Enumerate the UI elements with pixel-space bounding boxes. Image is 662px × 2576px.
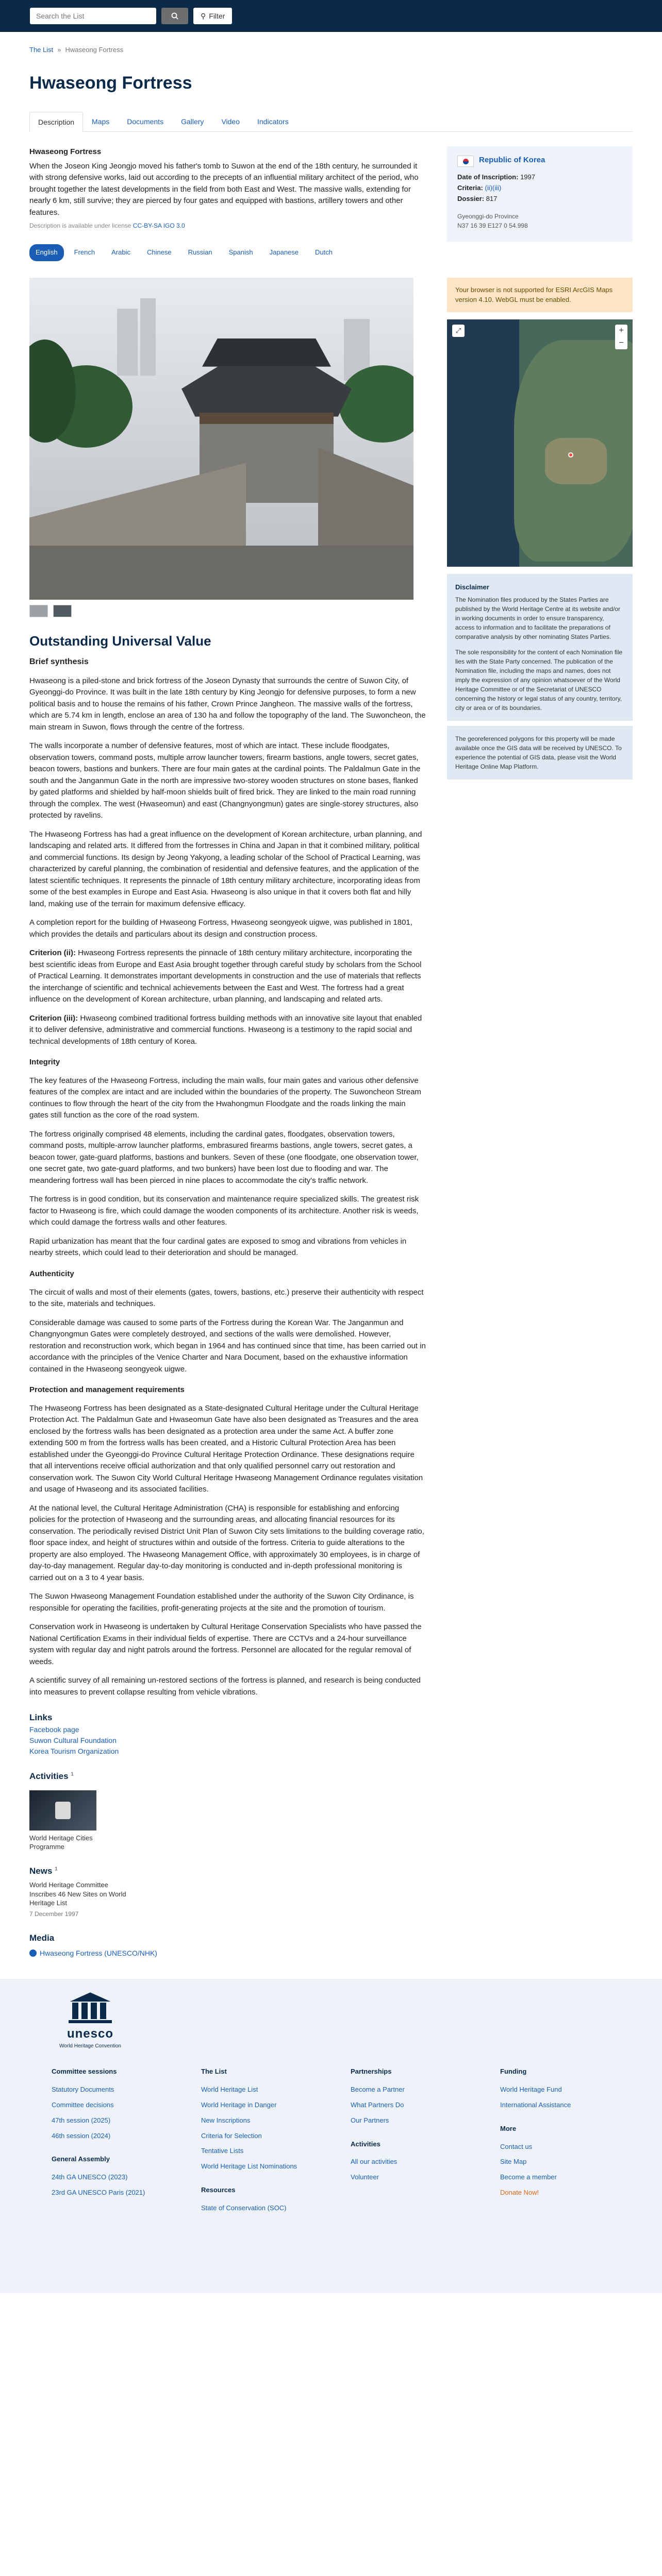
browser-warning: Your browser is not supported for ESRI ArcGIS Maps version 4.10. WebGL must be enabled. [447,278,633,312]
tab-gallery[interactable]: Gallery [181,117,204,126]
zoom-controls [615,325,627,349]
footer-heading: General Assembly [52,2155,110,2163]
ouv-paragraph: The Hwaseong Fortress has had a great influence on the development of Korean architecture, urban planning, and landscaping and related arts. It differed from the fortresses in China and Japan in that it combined military, political and commercial functions. Its design by Jeong Yakyong, a leading scholar of the School of Practical Learning, was characterized by careful planning, the combination of residential and defensive features, and the application of the latest scientific techniques. It represents the pinnacle of 18th century military architecture, incorporating ideas from some of the best examples in Europe and East Asia. Hwaseong is also unique in that it covers both flat and hilly land, making use of the terrain for maximum defensive efficacy. [29,829,422,908]
page-title: Hwaseong Fortress [29,73,192,93]
breadcrumb-separator: » [57,46,61,54]
brief-synthesis-heading: Brief synthesis [29,657,89,667]
footer-link[interactable]: What Partners Do [351,2100,404,2109]
play-icon [29,1950,37,1957]
footer-link[interactable]: Site Map [500,2158,527,2166]
ouv-heading: Outstanding Universal Value [29,633,211,649]
criterion-iii [29,1013,426,1048]
footer-link[interactable]: World Heritage Fund [500,2085,562,2093]
property-info-card [447,146,633,241]
license-note [29,222,426,230]
dossier-label: Dossier: [457,194,485,202]
footer-link[interactable]: International Assistance [500,2100,571,2109]
footer-link[interactable]: 46th session (2024) [52,2131,111,2140]
ouv-paragraph: Hwaseong is a piled-stone and brick fortress of the Joseon Dynasty that surrounds the centre of Suwon City, of Gyeonggi-do Province. It was built in the late 18th century by King Jeongjo for defensive purposes, to form a new political basis and to house the remains of his father, Crown Prince Jangheon. The massive walls of the fortress, which are 5.74 km in length, enclose an area of 130 ha and follow the topography of the land. The Suwoncheon, the main stream in Suwon, flows through the centre of the fortress. [29,676,426,732]
protection-paragraph: The Suwon Hwaseong Management Foundation established under the authority of the Suwon City Ordinance, is responsible for operating the facilities, profit-generating projects at the site and the promotion of tourism. [29,1592,414,1613]
location-marker-icon[interactable] [568,452,573,457]
filter-label: Filter [209,11,225,20]
footer-heading: Funding [500,2067,527,2076]
site-footer [0,1979,662,2293]
unesco-logo[interactable] [52,1992,129,2049]
lang-arabic[interactable]: Arabic [111,248,130,256]
footer-column-committee [52,2067,201,2216]
news-title[interactable]: World Heritage Committee Inscribes 46 New Sites on World Heritage List [29,1881,126,1907]
zoom-out-button[interactable]: − [619,338,624,347]
integrity-paragraph: Rapid urbanization has meant that the four cardinal gates are exposed to smog and vibrations from vehicles in nearby streets, which could lead to their deterioration and should be managed. [29,1236,407,1258]
footer-heading: Committee sessions [52,2067,117,2076]
filter-button[interactable] [193,8,232,24]
protection-paragraph: A scientific survey of all remaining un-restored sections of the fortress is planned, and research is being conducted into measures to prevent collapse resulting from vehicle vibrations. [29,1676,421,1697]
license-prefix: Description is available under license [29,222,131,230]
date-value: 1997 [520,173,535,181]
footer-link[interactable]: Become a member [500,2173,557,2181]
property-facts [457,172,622,204]
external-link[interactable]: Facebook page [29,1725,79,1734]
external-link[interactable]: Suwon Cultural Foundation [29,1736,117,1744]
criteria-link[interactable]: (ii)(iii) [485,183,502,192]
footer-heading: Activities [351,2140,380,2148]
intro-text: When the Joseon King Jeongjo moved his father's tomb to Suwon at the end of the 18th century, he surrounded it with strong defensive works, laid out according to the precepts of an influential military architect of the period, who brought together the latest developments in the field from both East and West. The massive walls, extending for nearly 6 km, still survive; they are pierced by four gates and equipped with bastions, artillery towers and other features. [29,161,419,217]
footer-column-list [201,2067,351,2216]
logo-wordmark: unesco [67,2027,114,2041]
footer-link[interactable]: Our Partners [351,2116,389,2124]
authenticity-paragraph: The circuit of walls and most of their elements (gates, towers, bastions, etc.) preserve their authenticity with respect to the site, materials and techniques. [29,1287,424,1308]
footer-link[interactable]: 47th session (2025) [52,2116,111,2124]
tab-description[interactable]: Description [29,112,83,132]
criterion-ii-label: Criterion (ii): [29,948,76,957]
footer-link[interactable]: Contact us [500,2142,533,2150]
license-link[interactable]: CC-BY-SA IGO 3.0 [133,222,185,230]
footer-heading: Resources [201,2186,236,2194]
lang-spanish[interactable]: Spanish [228,248,253,256]
tab-video[interactable]: Video [221,117,240,126]
property-map[interactable] [447,319,633,567]
donate-link[interactable]: Donate Now! [500,2189,539,2197]
activity-image [29,1790,96,1831]
lang-japanese[interactable]: Japanese [269,248,299,256]
top-bar [0,0,662,32]
thumbnail[interactable] [29,605,48,617]
footer-link[interactable]: Volunteer [351,2173,379,2181]
korea-flag-icon [457,156,474,167]
disclaimer-text: The sole responsibility for the content of each Nomination file lies with the State Party concerned. The publication of the Nomination file, including the maps and names, does not imply the expression of any opinion whatsoever of the World Heritage Committee or of the Secretariat of UNESCO concerning the history or legal status of any country, territory, city or area or of its boundaries. [455,649,623,712]
thumbnail[interactable] [53,605,72,617]
footer-column-funding [500,2067,650,2216]
lang-chinese[interactable]: Chinese [146,248,172,256]
media-item-label: Hwaseong Fortress (UNESCO/NHK) [40,1948,157,1957]
footer-link[interactable]: Tentative Lists [201,2147,244,2155]
date-label: Date of Inscription: [457,173,519,181]
footer-link[interactable]: Statutory Documents [52,2085,114,2093]
property-photo[interactable] [29,278,413,600]
criterion-iii-text: Hwaseong combined traditional fortress building methods with an innovative site layout that enabled it to deliver defensive, administrative and commercial functions. Hwaseong is a testimony to the rapid social and technical developments of 18th century of Korea. [29,1013,422,1046]
expand-map-button[interactable]: ⤢ [452,325,465,337]
links-heading: Links [29,1713,53,1723]
authenticity-paragraph: Considerable damage was caused to some parts of the Fortress during the Korean War. The Janganmun and Changnyongmun Gates were completely destroyed, and sections of the walls were demolished. However, restoration and reconstruction work, which began in 1964 and has continued since that time, has been carried out in accordance with the principles of the Venice Charter and Nara Document, based on the exhaustive information contained in the Hwaseong seongyeok uigwe. [29,1318,426,1374]
protection-paragraph: The Hwaseong Fortress has been designated as a State-designated Cultural Heritage under the Cultural Heritage Protection Act. The Paldalmun Gate and Hwaseomun Gate have also been designated as Treasures and the area enclosed by the fortress walls has been designated as a protection area under the same Act. A buffer zone extending 500 m from the fortress walls has been created, and a Historic Cultural Protection Area has been established under the Gyeonggi-do Province Cultural Heritage Protection Ordinance. These designations require that all interventions receive official authorization and that only qualified personnel carry out restoration and conservation work. The Suwon City World Cultural Heritage Hwaseong Management Ordinance regulates visitation and usage of Hwaseong and its associated facilities. [29,1403,423,1494]
breadcrumb-current: Hwaseong Fortress [65,46,124,54]
disclaimer-text: The Nomination files produced by the States Parties are published by the World Heritage Centre at its website and/or in working documents in order to ensure transparency, access to information and to facilitate the preparations of comparative analysis by other nominating States Parties. [455,596,620,641]
disclaimer-box [447,574,633,721]
footer-link[interactable]: 23rd GA UNESCO Paris (2021) [52,2189,145,2197]
zoom-in-button[interactable]: + [619,326,624,335]
footer-link[interactable]: World Heritage in Danger [201,2100,277,2109]
footer-link[interactable]: Criteria for Selection [201,2131,262,2140]
lang-english[interactable]: English [29,244,64,261]
ouv-paragraph: The walls incorporate a number of defensive features, most of which are intact. These include floodgates, observation towers, command posts, multiple arrow launcher towers, firearm bastions, angle towers, secret gates, beacon towers, bastions and bunkers. There are four main gates at the cardinal points. The Paldalmun Gate in the south and the Janganmun Gate in the north are impressive two-storey wooden structures on stone bases, flanked by gated platforms and shielded by half-moon shields built of fired brick. They are linked to the main road running through the complex. The west (Hwaseomun) and east (Changnyongmun) gates are single-storey structures, also protected by ravelins. [29,741,421,820]
lang-dutch[interactable]: Dutch [315,248,333,256]
lang-russian[interactable]: Russian [188,248,212,256]
dossier-value: 817 [486,194,498,202]
tab-documents[interactable]: Documents [127,117,164,126]
tab-maps[interactable]: Maps [92,117,110,126]
footer-link[interactable]: 24th GA UNESCO (2023) [52,2173,128,2181]
intro-heading: Hwaseong Fortress [29,147,102,157]
footer-column-partnerships [351,2067,500,2216]
breadcrumb [29,32,633,55]
criterion-ii [29,947,426,1006]
country-link[interactable]: Republic of Korea [479,156,545,165]
news-date: 7 December 1997 [29,1910,79,1918]
disclaimer-heading: Disclaimer [455,583,489,591]
activity-card[interactable] [29,1790,96,1852]
media-item[interactable] [29,1948,426,1958]
gis-note: The georeferenced polygons for this property will be made available once the GIS data will be received by UNESCO. To experience the potential of GIS data, please visit the World Heritage Online Map Platform. [447,726,633,779]
criteria-label: Criteria: [457,183,483,192]
footer-heading: More [500,2124,517,2132]
criterion-iii-label: Criterion (iii): [29,1013,78,1023]
authenticity-heading: Authenticity [29,1269,74,1278]
footer-link[interactable]: New Inscriptions [201,2116,251,2124]
integrity-paragraph: The fortress is in good condition, but its conservation and maintenance require specialized skills. The greatest risk factor to Hwaseong is fire, which could damage the wooden components of its architecture. Another risk is weeds, which could damage the fortress walls and other features. [29,1195,419,1227]
integrity-paragraph: The key features of the Hwaseong Fortress, including the main walls, four main gates and various other defensive features of the complex are intact and are included within the boundaries of the property. The Suwoncheon Stream continues to flow through the heart of the city from the Hwahongmun Floodgate and the roads linking the main gates still function as the core of the road system. [29,1076,421,1120]
integrity-heading: Integrity [29,1058,60,1066]
lang-french[interactable]: French [74,248,95,256]
news-heading: News $^1$ [29,1866,58,1876]
ouv-paragraph: A completion report for the building of Hwaseong Fortress, Hwaseong seongyeok uigwe, was published in 1801, which provides the details and particulars about its design and construction process. [29,918,412,939]
footer-link[interactable]: State of Conservation (SOC) [201,2204,287,2212]
filter-icon: ⚲ [201,11,206,20]
integrity-paragraph: The fortress originally comprised 48 elements, including the cardinal gates, floodgates, observation towers, command posts, multiple-arrow launcher platforms, embrasured firearms bastions, angle towers, secret gates, a beacon tower, gate-guard platforms, bastions and bunkers. Seven of these (one floodgate, one observation tower, one secret gate, two gate-guard platforms, and two bunkers) have been lost due to flooding and war. The meandering fortress wall has been pierced in nine places to accommodate the city's traffic network. [29,1129,419,1185]
logo-subtitle: World Heritage Convention [59,2043,121,2049]
breadcrumb-root-link[interactable]: The List [29,46,54,54]
footer-heading: The List [201,2067,227,2076]
tab-bar [29,111,633,132]
search-button[interactable] [161,8,188,24]
protection-paragraph: Conservation work in Hwaseong is undertaken by Cultural Heritage Conservation Specialists who have passed the National Certification Exams in their individual fields of expertise. There are CCTVs and a 24-hour surveillance system with regular day and night patrols around the fortress. Personnel are allocated for the regular removal of weeds. [29,1622,422,1666]
links-list [29,1724,426,1757]
protection-heading: Protection and management requirements [29,1385,185,1394]
language-switcher [29,244,426,261]
search-icon [171,12,178,20]
protection-paragraph: At the national level, the Cultural Heritage Administration (CHA) is responsible for establishing and enforcing policies for the protection of Hwaseong and the surrounding areas, and allocating financial resources for its conservation. The periodically revised District Unit Plan of Suwon City sets limitations to the building coverage ratio, floor space index, and height of structures within and outside of the fortress. Criteria to guide alterations to the property are also employed. The Hwaseong Management Office, with approximately 30 employees, is in charge of day-to-day management. Regular day-to-day monitoring is conducted and in-depth professional monitoring is carried out on a 3 to 4 year basis. [29,1503,424,1582]
activities-count: 1 [71,1771,74,1777]
footer-heading: Partnerships [351,2067,392,2076]
media-heading: Media [29,1933,55,1943]
photo-thumbnails [29,605,426,617]
criterion-ii-text: Hwaseong Fortress represents the pinnacle of 18th century military architecture, incorporating the best scientific ideas from Europe and East Asia brought together through careful study by scholars from the School of Practical Learning. It demonstrates important developments in construction and the use of materials that reflects the interchange of scientific and technical achievements between the East and West. The fortress had a great influence on the development of Korean architecture, urban planning, and landscaping and related arts. [29,948,422,1004]
news-count: 1 [55,1866,58,1872]
footer-link[interactable]: Become a Partner [351,2085,405,2093]
footer-link[interactable]: Committee decisions [52,2100,114,2109]
activity-caption: World Heritage Cities Programme [29,1834,93,1851]
activities-heading: Activities $^1$ [29,1771,74,1781]
location-province: Gyeonggi-do Province [457,212,519,220]
search-input[interactable]: Search the List [30,8,156,24]
unesco-temple-icon [67,1992,113,2023]
footer-link[interactable]: World Heritage List Nominations [201,2162,297,2171]
footer-link[interactable]: All our activities [351,2158,398,2166]
tab-indicators[interactable]: Indicators [257,117,289,126]
location-coordinates: N37 16 39 E127 0 54.998 [457,222,528,229]
external-link[interactable]: Korea Tourism Organization [29,1747,119,1755]
location-info [457,212,622,230]
footer-link[interactable]: World Heritage List [201,2085,258,2093]
